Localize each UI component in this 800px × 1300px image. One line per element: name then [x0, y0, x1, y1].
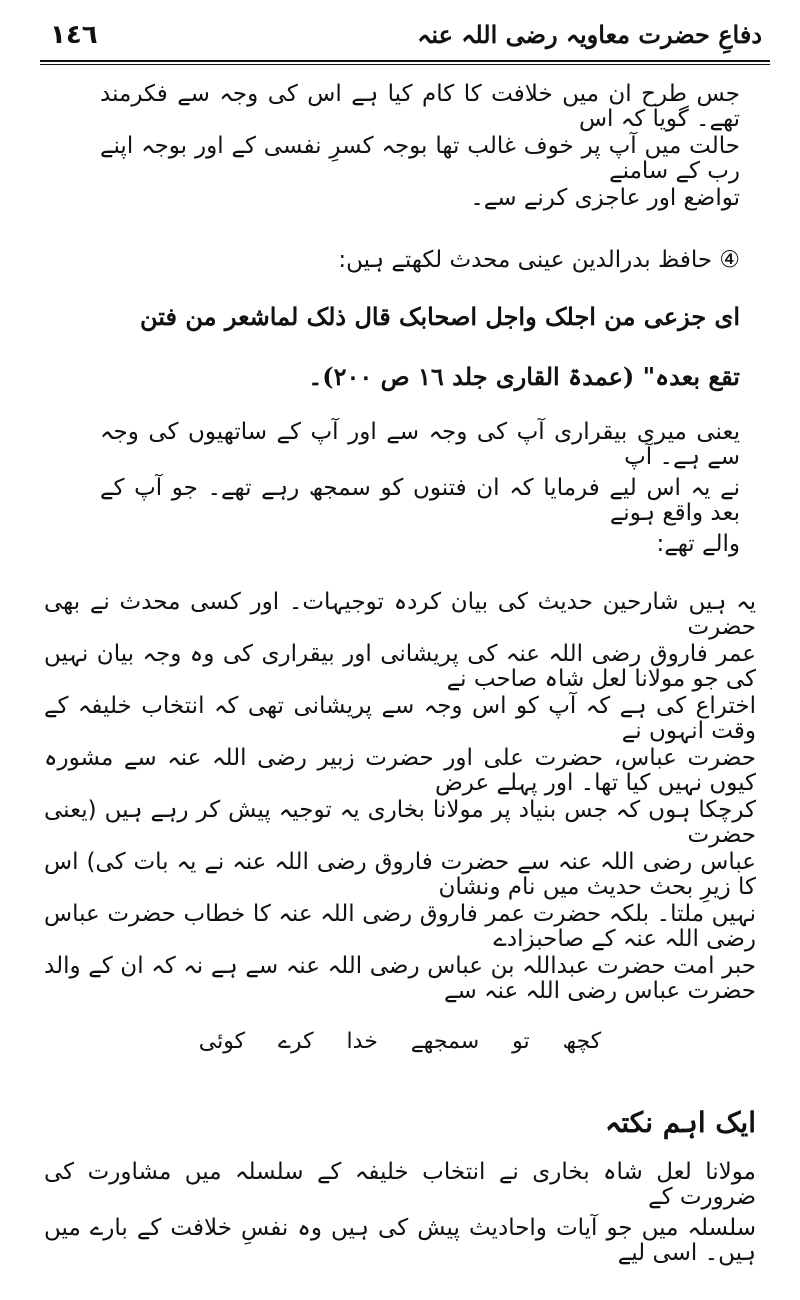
text-line: یہ ہیں شارحین حدیث کی بیان کردہ توجیہات۔ اور کسی محدث نے بھی حضرت [44, 589, 756, 641]
text-line: نہیں ملتا۔ بلکہ حضرت عمر فاروق رضی اللہ عنہ کا خطاب حضرت عباس رضی اللہ عنہ کے صاحبزادے [44, 901, 756, 953]
main-paragraph [44, 590, 756, 1006]
text-line: عباس رضی اللہ عنہ سے حضرت فاروق رضی اللہ عنہ نے یہ بات کی) اس کا زیرِ بحث حدیث میں نام ونشان [44, 849, 756, 901]
text-line: نے یہ اس لیے فرمایا کہ ان فتنوں کو سمجھ رہے تھے۔ جو آپ کے بعد واقع ہونے [100, 475, 740, 527]
text-line: تواضع اور عاجزی کرنے سے۔ [470, 185, 740, 211]
section-heading: ایک اہم نکتہ [604, 1106, 756, 1139]
running-title: دفاعِ حضرت معاویہ رضی اللہ عنہ [417, 20, 762, 49]
text-line: عمر فاروق رضی اللہ عنہ کی پریشانی اور بیقراری کی وہ وجہ بیان نہیں کی جو مولانا لعل شاہ صاحب نے [44, 641, 756, 693]
page-header [40, 14, 770, 58]
translation-paragraph [100, 420, 740, 582]
text-line: والے تھے: [656, 531, 740, 557]
section-heading-block [44, 1108, 756, 1139]
text-line: جس طرح ان میں خلافت کا کام کیا ہے اس کی وجہ سے فکرمند تھے۔ گویا کہ اس [100, 81, 740, 133]
arabic-line: ای جزعی من اجلک واجل اصحابک قال ذلک لماشعر من فتن [140, 302, 740, 331]
arabic-quotation [100, 304, 740, 414]
text-line: کرچکا ہوں کہ جس بنیاد پر مولانا بخاری یہ توجیہ پیش کر رہے ہیں (یعنی حضرت [44, 797, 756, 849]
text-line: حضرت عباس، حضرت علی اور حضرت زبیر رضی اللہ عنہ سے مشورہ کیوں نہیں کیا تھا۔ اور پہلے عرض [44, 745, 756, 797]
header-rule [40, 60, 770, 65]
verse-line: کچھ تو سمجھے خدا کرے کوئی [198, 1029, 602, 1054]
opening-paragraph [100, 82, 740, 238]
arabic-line: تقع بعدہ" (عمدۃ القاری جلد ١٦ ص ٢٠٠)۔ [308, 362, 740, 391]
closing-paragraph [44, 1160, 756, 1266]
item-4-intro [100, 248, 740, 273]
text-line: ④ حافظ بدرالدین عینی محدث لکھتے ہیں: [338, 247, 740, 273]
text-line: حالت میں آپ پر خوف غالب تھا بوجہ کسرِ نفسی کے اور بوجہ اپنے رب کے سامنے [100, 133, 740, 185]
text-line: اختراع کی ہے کہ آپ کو اس وجہ سے پریشانی تھی کہ انتخاب خلیفہ کے وقت انہوں نے [44, 693, 756, 745]
text-line: مولانا لعل شاہ بخاری نے انتخاب خلیفہ کے سلسلہ میں مشاورت کی ضرورت کے [44, 1159, 756, 1211]
verse-couplet [44, 1030, 756, 1054]
page-number: ١٤٦ [50, 20, 98, 50]
text-line: حبر امت حضرت عبداللہ بن عباس رضی اللہ عنہ سے ہے نہ کہ ان کے والد حضرت عباس رضی اللہ عنہ سے [44, 953, 756, 1005]
text-line: یعنی میری بیقراری آپ کی وجہ سے اور آپ کے ساتھیوں کی وجہ سے ہے۔ آپ [100, 419, 740, 471]
text-line: سلسلہ میں جو آیات واحادیث پیش کی ہیں وہ نفسِ خلافت کے بارے میں ہیں۔ اسی لیے [44, 1215, 756, 1267]
